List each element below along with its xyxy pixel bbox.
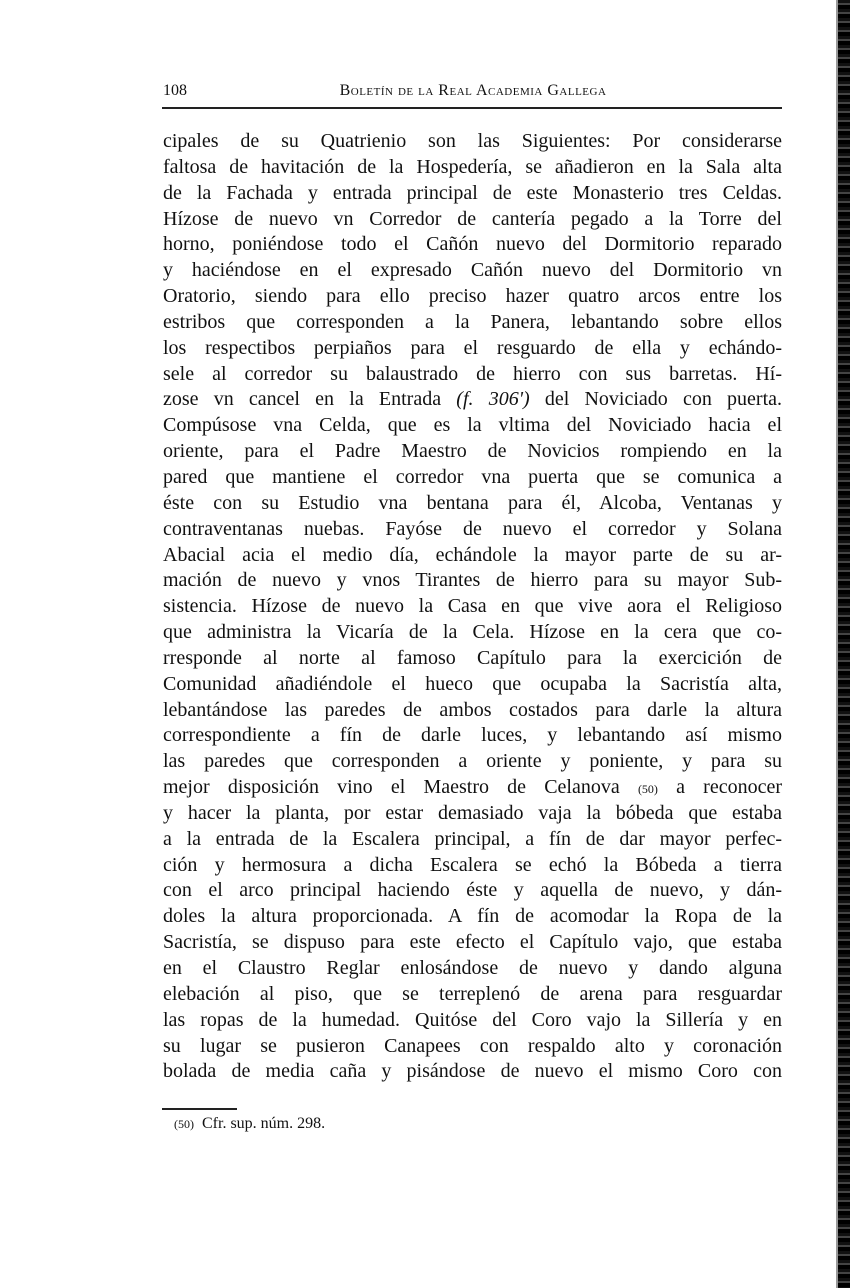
text-line: Comunidad añadiéndole el hueco que ocupaba la Sacristía alta,: [163, 672, 782, 695]
text-line: Compúsose vna Celda, que es la vltima del Noviciado hacia el: [163, 414, 782, 437]
text-segment: mejor disposición vino el Maestro de Celanova: [163, 776, 638, 799]
footnote-reference: (50): [637, 782, 658, 797]
text-line: y hacer la planta, por estar demasiado vaja la bóbeda que estaba: [163, 801, 782, 824]
text-line: en el Claustro Reglar enlosándose de nuevo y dando alguna: [163, 957, 782, 979]
text-line: las ropas de la humedad. Quitóse del Coro vajo la Sillería y en: [163, 1008, 782, 1031]
text-line: rresponde al norte al famoso Capítulo para la exercición de: [163, 646, 782, 669]
running-title: Boletín de la Real Academia Gallega: [339, 82, 607, 99]
footnote-marker: (50): [174, 1117, 194, 1131]
text-line: mación de nuevo y vnos Tirantes de hierro para su mayor Sub-: [163, 569, 782, 592]
body-text: [163, 129, 782, 1085]
text-line: contraventanas nuebas. Fayóse de nuevo el corredor y Solana: [163, 517, 782, 540]
text-line: de la Fachada y entrada principal de este Monasterio tres Celdas.: [163, 181, 782, 204]
text-segment: del Noviciado con puerta.: [529, 388, 783, 411]
running-header: [163, 82, 783, 106]
text-line: y haciéndose en el expresado Cañón nuevo del Dormitorio vn: [163, 259, 782, 282]
text-line: [163, 775, 782, 801]
text-line: su lugar se pusieron Canapees con respaldo alto y coronación: [163, 1034, 782, 1057]
text-segment: zose vn cancel en la Entrada: [163, 388, 457, 411]
text-line: Sacristía, se dispuso para este efecto el Capítulo vajo, que estaba: [163, 931, 782, 954]
text-line: a la entrada de la Escalera principal, a fín de dar mayor perfec-: [163, 827, 782, 850]
scan-edge: [838, 0, 850, 1288]
text-line: sele al corredor su balaustrado de hierro con sus barretas. Hí-: [163, 362, 782, 385]
text-line: Oratorio, siendo para ello preciso hazer quatro arcos entre los: [163, 285, 782, 308]
folio-reference: (f. 306'): [456, 388, 530, 411]
text-line: las paredes que corresponden a oriente y poniente, y para su: [163, 750, 782, 773]
header-rule: [162, 107, 782, 109]
text-line: correspondiente a fín de darle luces, y lebantando así mismo: [163, 724, 782, 747]
text-line: con el arco principal haciendo éste y aquella de nuevo, y dán-: [163, 879, 782, 902]
text-line: bolada de media caña y pisándose de nuevo el mismo Coro con: [163, 1060, 782, 1083]
text-line: cipales de su Quatrienio son las Siguientes: Por considerarse: [163, 130, 782, 152]
text-line: horno, poniéndose todo el Cañón nuevo del Dormitorio reparado: [163, 233, 782, 256]
footnote-rule: [162, 1108, 237, 1110]
text-line: doles la altura proporcionada. A fín de acomodar la Ropa de la: [163, 905, 782, 928]
text-line: lebantándose las paredes de ambos costados para darle la altura: [163, 698, 782, 721]
text-segment: a reconocer: [657, 776, 782, 799]
page-number: 108: [163, 82, 187, 99]
footnote-text: Cfr. sup. núm. 298.: [202, 1115, 326, 1132]
text-line: ción y hermosura a dicha Escalera se echó la Bóbeda a tierra: [163, 853, 782, 876]
text-line: los respectibos perpiaños para el resguardo de ella y echándo-: [163, 336, 782, 359]
text-line: pared que mantiene el corredor vna puerta que se comunica a: [163, 465, 782, 488]
text-line: oriente, para el Padre Maestro de Novicios rompiendo en la: [163, 440, 782, 463]
footnote: [174, 1115, 325, 1133]
text-line: [163, 387, 782, 413]
text-line: éste con su Estudio vna bentana para él, Alcoba, Ventanas y: [163, 491, 782, 514]
text-line: Hízose de nuevo vn Corredor de cantería pegado a la Torre del: [163, 207, 782, 230]
text-line: sistencia. Hízose de nuevo la Casa en que vive aora el Religioso: [163, 595, 782, 618]
text-line: elebación al piso, que se terreplenó de arena para resguardar: [163, 982, 782, 1005]
text-line: Abacial acia el medio día, echándole la mayor parte de su ar-: [163, 543, 782, 566]
text-line: estribos que corresponden a la Panera, lebantando sobre ellos: [163, 310, 782, 333]
text-line: que administra la Vicaría de la Cela. Hízose en la cera que co-: [163, 621, 782, 644]
text-line: faltosa de havitación de la Hospedería, se añadieron en la Sala alta: [163, 155, 782, 178]
